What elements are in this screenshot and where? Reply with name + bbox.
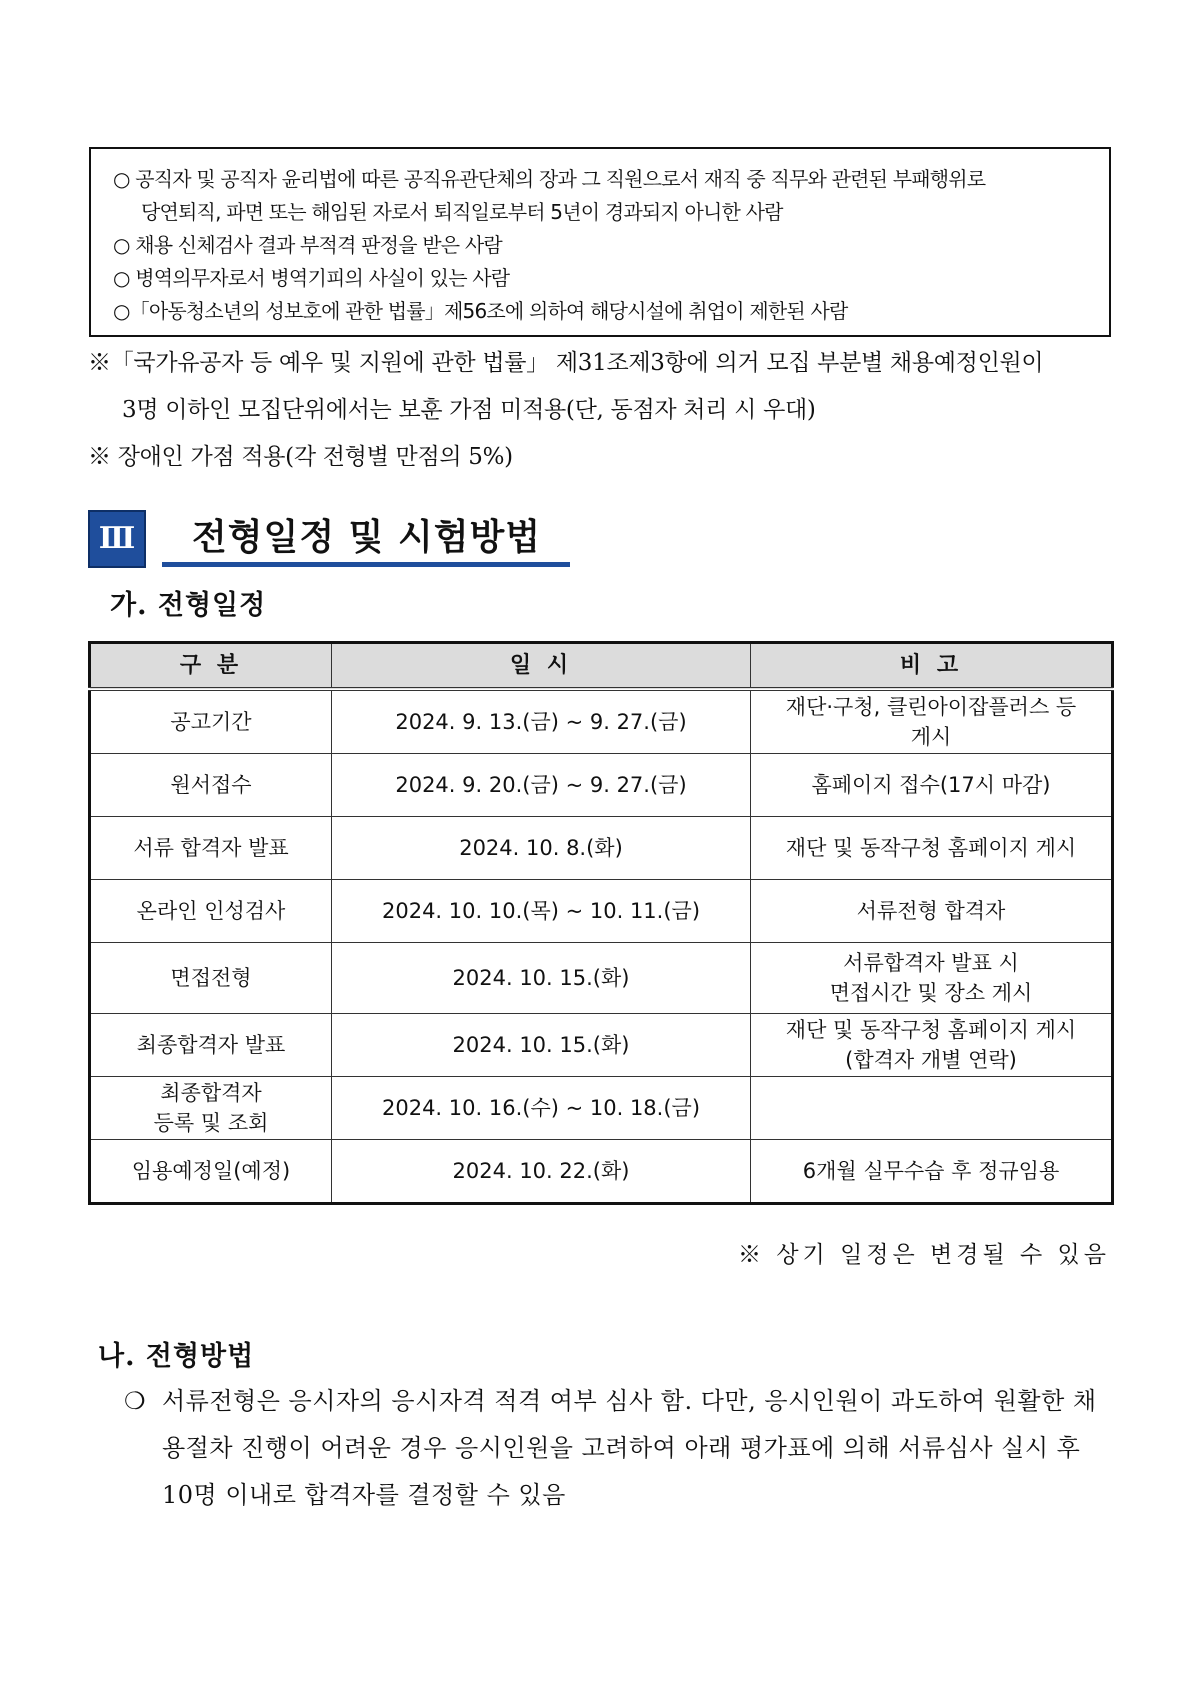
table-row [90,754,1113,817]
cell-datetime: 2024. 10. 22.(화) [332,1140,751,1204]
section-title [162,505,570,567]
col-header-category: 구 분 [90,643,332,690]
cell-category: 공고기간 [90,689,332,754]
section-title-text: 전형일정 및 시험방법 [192,517,542,558]
table-row [90,1014,1113,1077]
cell-category: 면접전형 [90,943,332,1014]
cell-datetime: 2024. 10. 15.(화) [332,1014,751,1077]
cell-category: 최종합격자 등록 및 조회 [90,1077,332,1140]
table-row [90,880,1113,943]
cell-datetime: 2024. 10. 10.(목) ~ 10. 11.(금) [332,880,751,943]
cell-datetime: 2024. 10. 8.(화) [332,817,751,880]
cell-datetime: 2024. 9. 20.(금) ~ 9. 27.(금) [332,754,751,817]
cell-datetime: 2024. 9. 13.(금) ~ 9. 27.(금) [332,689,751,754]
schedule-table [88,641,1114,1205]
veteran-note: ※「국가유공자 등 예우 및 지원에 관한 법률」 제31조제3항에 의거 모집 부분별 채용예정인원이 [88,350,1044,376]
eligibility-box [89,147,1111,337]
eligibility-line: 당연퇴직, 파면 또는 해임된 자로서 퇴직일로부터 5년이 경과되지 아니한 사람 [141,200,783,224]
cell-remarks: 재단·구청, 클린아이잡플러스 등 게시 [751,689,1113,754]
cell-remarks [751,1077,1113,1140]
table-row [90,817,1113,880]
method-heading: 나. 전형방법 [98,1341,255,1372]
table-row [90,689,1113,754]
eligibility-line: ○ 병역의무자로서 병역기피의 사실이 있는 사람 [113,266,510,290]
cell-remarks: 재단 및 동작구청 홈페이지 게시 (합격자 개별 연락) [751,1014,1113,1077]
method-paragraph [124,1378,1112,1519]
col-header-remarks: 비 고 [751,643,1113,690]
cell-category: 서류 합격자 발표 [90,817,332,880]
cell-datetime: 2024. 10. 15.(화) [332,943,751,1014]
schedule-heading: 가. 전형일정 [110,590,267,621]
table-row [90,1140,1113,1204]
table-row [90,943,1113,1014]
method-text: 서류전형은 응시자의 응시자격 적격 여부 심사 함. 다만, 응시인원이 과도하여 원활한 채용절차 진행이 어려운 경우 응시인원을 고려하여 아래 평가표에 의해 서류심사 실시 후 10명 이내로 합격자를 결정할 수 있음 [162,1387,1097,1509]
cell-category: 온라인 인성검사 [90,880,332,943]
cell-remarks: 재단 및 동작구청 홈페이지 게시 [751,817,1113,880]
cell-category: 원서접수 [90,754,332,817]
cell-remarks: 6개월 실무수습 후 정규임용 [751,1140,1113,1204]
cell-category: 최종합격자 발표 [90,1014,332,1077]
cell-datetime: 2024. 10. 16.(수) ~ 10. 18.(금) [332,1077,751,1140]
cell-remarks: 홈페이지 접수(17시 마감) [751,754,1113,817]
cell-category: 임용예정일(예정) [90,1140,332,1204]
veteran-note-cont: 3명 이하인 모집단위에서는 보훈 가점 미적용(단, 동점자 처리 시 우대) [122,397,816,423]
section-number-badge: Ⅲ [88,510,146,568]
disability-note: ※ 장애인 가점 적용(각 전형별 만점의 5%) [88,444,513,470]
eligibility-line: ○ 채용 신체검사 결과 부적격 판정을 받은 사람 [113,233,502,257]
eligibility-line: ○「아동청소년의 성보호에 관한 법률」제56조에 의하여 해당시설에 취업이 제한된 사람 [113,299,848,323]
schedule-table-body [90,689,1113,1204]
col-header-datetime: 일 시 [332,643,751,690]
cell-remarks: 서류전형 합격자 [751,880,1113,943]
schedule-footnote: ※ 상기 일정은 변경될 수 있음 [738,1242,1110,1268]
bullet-icon: ❍ [124,1387,147,1415]
eligibility-line: ○ 공직자 및 공직자 윤리법에 따른 공직유관단체의 장과 그 직원으로서 재직 중 직무와 관련된 부패행위로 [113,167,986,191]
table-header-row [90,643,1113,690]
table-row [90,1077,1113,1140]
cell-remarks: 서류합격자 발표 시 면접시간 및 장소 게시 [751,943,1113,1014]
